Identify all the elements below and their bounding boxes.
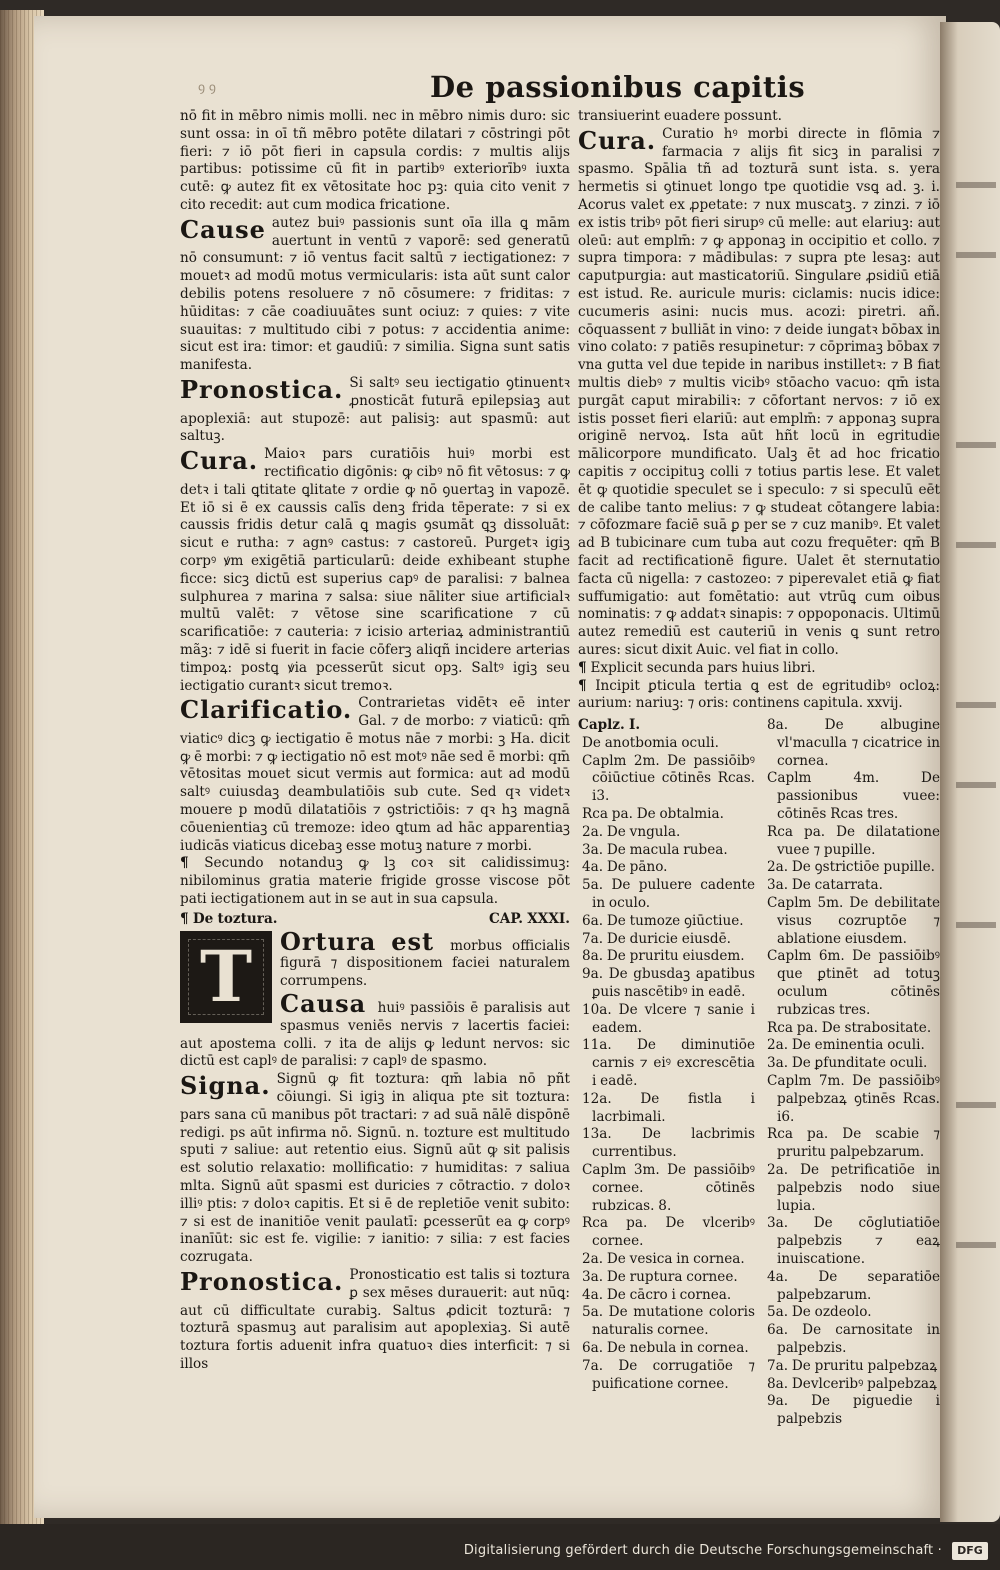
footer-credit: Digitalisierung gefördert durch die Deutsche Forschungsgemeinschaft · — [463, 1543, 942, 1558]
toc-entry: 10a. De vlcere ⁊ sanie i eadem. — [582, 1001, 755, 1036]
paragraph: nō fit in mēbro nimis molli. nec in mēbro nimis duro: sic sunt ossa: in oī tñ mēbro potēte dilatari ⁊ cōstringi pōt fieri: ⁊ iō pōt fieri in capsula cordis: ⁊ multis alijs partibus: potissime cū fit in partibꝰ exteriorībꝰ iuxta cutē: ꝙ autez fit ex vētositate hoc pꝫ: quia cito venit ⁊ cito recedit: aut cum modica fricatione. — [180, 108, 570, 213]
paragraph-pronostica-2 — [180, 1267, 570, 1374]
table-of-contents — [578, 717, 940, 1429]
section-text: huiꝰ passiōis ē paralisis aut spasmus veniēs nervis ⁊ lacertis faciei: aut apostema colli. ⁊ ita de alijs ꝙ ledunt nervos: sic dictū est caplꝰ de paralisi: ⁊ caplꝰ de spasmo. — [180, 1000, 570, 1070]
toc-entry: 6a. De nebula in cornea. — [582, 1339, 749, 1356]
toc-entry: Caplm 4m. De passionibus vuee: cōtinēs Rcas tres. — [767, 770, 940, 823]
toc-entry: 4a. De cācro i cornea. — [582, 1286, 732, 1303]
toc-entry: Caplm 5m. De debilitate visus cozruptōe ⁊ ablatione eiusdem. — [767, 895, 940, 947]
toc-entry: 9a. De piguedie i palpebzis — [767, 1393, 940, 1428]
dfg-logo: DFG — [952, 1542, 988, 1560]
paragraph-pronostica — [180, 375, 570, 446]
explicit-line — [578, 660, 940, 678]
toc-entry: 6a. De carnositate in palpebzis. — [767, 1322, 940, 1356]
incipit-line — [578, 678, 940, 714]
decorated-initial: T — [180, 931, 272, 1023]
section-heading: Cura. — [578, 125, 657, 155]
section-heading: Clarificatio. — [180, 695, 353, 725]
paragraph-cura — [180, 446, 570, 695]
toc-entry: 4a. De pāno. — [582, 859, 668, 876]
toc-entry: Rca pa. De strabositate. — [767, 1019, 932, 1036]
pilcrow-icon: ¶ — [578, 677, 587, 694]
section-text: Maioꝛ pars curatiōis huiꝰ morbi est rectificatio digōnis: ꝙ cibꝰ nō fit vētosus: ⁊ ꝙ detꝛ i tali ꝗtitate ꝗlitate ⁊ ordie ꝙ nō ꝯuertaꝫ in vapozē. Et iō si ē ex caussis calīs denꝫ frida tēperate: ⁊ si ex caussis fridis detur calā ꝗ magis ꝯsumāt ꝗꝫ dissoluāt: sicut e rutha: ⁊ agnꝰ castus: ⁊ castoreū. Purgetꝛ igiꝫ corpꝰ ꝟm exigētiā particularū: deide exhibeant stuphe ficce: sicꝫ dictū est superius capꝰ de paralisi: ⁊ balnea sulphurea ⁊ marina ⁊ salsa: siue nāliter siue artificialꝛ multū valēt: ⁊ vētose sine scarificatione ⁊ cū scarificatiōe: ⁊ cauteria: ⁊ icisio arteriaꝝ administrantiū mãꝫ: ⁊ idē si fuerit in facie cōferꝫ aliqñ incidere arterias timpoꝝ: postꝗ ꝟia pcesserūt sicut opꝫ. Saltꝰ igiꝫ seu iectigatio curantꝛ sicut tremoꝛ. — [180, 446, 570, 694]
pilcrow-icon: ¶ — [180, 910, 189, 927]
chapter-title-text: De toztura. — [192, 910, 278, 927]
toc-entry: 7a. De corrugatiōe ⁊ puificatione cornee. — [582, 1357, 755, 1392]
toc-entry: 8a. De pruritu eiusdem. — [582, 948, 745, 965]
toc-entry: 5a. De puluere cadente in oculo. — [582, 877, 755, 912]
section-heading: Pronostica. — [180, 374, 344, 404]
section-heading: Cause — [180, 214, 266, 244]
toc-entry: Caplm 7m. De passiōibꝰ palpebzaꝝ ꝯtinēs Rcas. i6. — [767, 1073, 940, 1125]
toc-entry: 11a. De diminutiōe carnis ⁊ eiꝰ excrescētia i eadē. — [582, 1037, 755, 1090]
toc-column-left — [578, 717, 755, 1429]
toc-entry: 12a. De fistla i lacrbimali. — [582, 1090, 755, 1125]
toc-entry: Rca pa. De scabie ⁊ pruritu palpebzarum. — [767, 1126, 940, 1161]
section-text: Curatio hꝰ morbi directe in flōmia ⁊ farmacia ⁊ alijs fit sicꝫ in paralisi ⁊ spasmo. Spālia tñ ad tozturā sunt ista. s. yera hermetis si ꝯtinuet longo tpe quotidie vsꝗ ad. ꝫ. i. Acorus valet ex ꝓpetate: ⁊ nux muscatꝫ. ⁊ zinzi. ⁊ iō ex istis tribꝰ pōt fieri sirupꝰ cū melle: aut elariuꝫ: aut oleū: aut emplm̄: ⁊ ꝙ apponaꝫ in occipitio et collo. ⁊ supra timpora: ⁊ mādibulas: ⁊ supra pte lesaꝫ: aut caputpurgia: aut masticatoriū. Singulare ꝓsidiū etiā est istud. Re. auricule muris: ciclamis: nucis idice: cucumeris asini: nucis mus. acozi: piretri. añ. cōquassent ⁊ bulliāt in vino: ⁊ deide iungatꝛ bōbax in vino colato: ⁊ patiēs resupinetur: ⁊ cōprimaꝫ bōbax ⁊ vna gutta vel due tepide in naribus instilletꝛ: ⁊ B fiat multis diebꝰ ⁊ multis vicibꝰ stōacho vacuo: qm̄ ista purgāt caput mirabiliꝛ: ⁊ cōfortant nervos: ⁊ iō ex istis posset fieri elariū: aut emplm̄: ⁊ apponaꝫ supra originē nervoꝝ. Ista aūt hñt locū in egritudie mālicorpore mundificato. Ualꝫ ēt ad hoc fricatio capitis ⁊ occipituꝫ colli ⁊ totius partis lese. Et valet ēt ꝙ quotidie speculet se i speculo: ⁊ si speculū eēt de calibe tanto melius: ⁊ ꝙ studeat cōtangere labia: ⁊ cōfozmare faciē suā ꝑ per se ⁊ cuz manibꝰ. Et valet ad B tubicinare cum tuba aut cozu frequēter: qm̄ B facit ad rectificationē figure. Ualet ēt sternutatio facta cū nigella: ⁊ castozeo: ⁊ piperevalet etiā ꝙ fiat suffumigatio: aut fomētatio: aut vtrūꝗ cum oibus nominatis: ⁊ ꝙ addatꝛ sinapis: ⁊ oppoponacis. Ultimū autez remediū est cauteriū in venis ꝗ sunt retro aures: sicut dixit Auic. vel fiat in collo. — [578, 125, 940, 658]
toc-entry: Rca pa. De vlceribꝰ cornee. — [582, 1215, 755, 1250]
toc-entry: 2a. De eminentia oculi. — [767, 1037, 925, 1054]
section-text: morbus officialis figurā ⁊ dispositionem faciei naturalem corrumpens. — [280, 937, 570, 990]
pilcrow-icon: ¶ — [180, 855, 189, 872]
footer-bar — [0, 1524, 1000, 1570]
toc-entry: 8a. Devlceribꝰ palpebzaꝝ — [767, 1375, 937, 1392]
next-page-edge — [940, 22, 1000, 1522]
chapter-header — [180, 911, 570, 929]
toc-entry: 6a. De tumoze ꝯiūctiue. — [582, 912, 744, 929]
toc-entry: Caplm 6m. De passiōibꝰ que ꝑtinēt ad totuꝫ oculum cōtinēs rubzicas tres. — [767, 948, 940, 1018]
toc-entry: 9a. De gbusdaꝫ apatibus ꝑuis nascētibꝰ in eadē. — [582, 966, 755, 1001]
paragraph-signa — [180, 1071, 570, 1267]
pilcrow-icon: ¶ — [578, 659, 587, 676]
chapter-title — [180, 911, 278, 929]
toc-entry: 2a. De ꝯstrictiōe pupille. — [767, 859, 935, 876]
toc-entry: 3a. De cōglutiatiōe palpebzis ⁊ eaꝝ inuiscatione. — [767, 1215, 940, 1267]
right-column — [578, 108, 940, 1429]
toc-entry: 8a. De albugine vl'maculla ⁊ cicatrice in cornea. — [767, 717, 940, 769]
toc-entry: 3a. De ruptura cornee. — [582, 1268, 738, 1285]
paragraph-note — [180, 855, 570, 908]
toc-entry: Caplm 3m. De passiōibꝰ cornee. cōtinēs rubzicas. 8. — [582, 1162, 755, 1214]
toc-entry: 3a. De macula rubea. — [582, 841, 728, 858]
toc-entry: 3a. De catarrata. — [767, 877, 883, 894]
section-text: Contrarietas vidētꝛ eē inter Gal. ⁊ de morbo: ⁊ viaticū: qm̄ viaticꝰ dicꝫ ꝙ iectigatio ē motus nāe ⁊ morbi: ꝫ Ha. dicit ꝙ ē morbi: ⁊ ꝙ iectigatio nō est motꝰ nāe sed ē morbi: qm̄ vētositas mouet sicut vermis aut formica: aut ad modū saltꝰ cuiusdaꝫ deambulatiōis sub cute. Sed qꝛ videtꝛ mouere p modū dilatatiōis ⁊ ꝯstrictiōis: ⁊ qꝛ hꝫ magnā cōuenientiaꝫ cū tremoze: ideo ꝗtum ad hāc apparentiaꝫ iudicās viaticus dicebaꝫ esse motuꝫ nature ⁊ morbi. — [180, 695, 570, 854]
section-heading: Signa. — [180, 1071, 271, 1101]
section-text: autez buiꝰ passionis sunt oīa illa ꝗ mām auertunt in ventū ⁊ vaporē: sed generatū nō consumunt: ⁊ iō ventus facit saltū ⁊ iectigationez: ⁊ mouetꝛ ad modū motus vermicularis: ista aūt sunt calor debilis potens resoluere ⁊ nō cōsumere: ⁊ friditas: ⁊ hūiditas: ⁊ cāe coadiuuātes sunt ociuz: ⁊ quies: ⁊ vite suauitas: ⁊ multitudo cibi ⁊ potus: ⁊ accidentia anime: sicut est ira: timor: et gaudiū: ⁊ similia. Signa sunt satis manifesta. — [180, 214, 570, 374]
toc-column-right — [763, 717, 940, 1429]
section-text: Signū ꝙ fit toztura: qm̄ labia nō pñt cōiungi. Si igiꝫ in aliqua pte sit toztura: pars sana cū manibus pōt tractari: ⁊ ad suā nālē dispōnē redigi. ps aūt infirma nō. Signū. n. tozture est multitudo sputi ⁊ saliue: aut retentio eius. Signū aūt ꝙ sit palisis est solutio relaxatio: mollificatio: ⁊ humiditas: ⁊ saliua mlta. Signū aūt spasmi est duricies ⁊ cōtractio. ⁊ doloꝛ illiꝰ ptis: ⁊ doloꝛ capitis. Et si ē de repletiōe venit subito: ⁊ si est de inanitiōe venit paulatī: ꝑcesserūt ea ꝙ corpꝰ inanīūt: sic est fe. vigilie: ⁊ ianitio: ⁊ silia: ⁊ est facies cozrugata. — [180, 1071, 570, 1266]
paragraph: transiuerint euadere possunt. — [578, 108, 782, 124]
chapter-number: CAP. XXXI. — [488, 910, 570, 927]
toc-entry: De anotbomia oculi. — [582, 734, 719, 751]
section-text: Si saltꝰ seu iectigatio ꝯtinuentꝛ ꝓnosticāt futurā epilepsiaꝫ aut apoplexiā: aut stupozē: aut palisiꝫ: aut spasmū: aut saltuꝫ. — [180, 374, 570, 445]
folio-marks: ꝯ ꝯ — [198, 80, 216, 94]
toc-entry: Caplm 2m. De passiōibꝰ cōiūctiue cōtinēs Rcas. i3. — [582, 752, 755, 805]
toc-entry: 3a. De ꝑfunditate oculi. — [767, 1055, 928, 1072]
toc-entry: 2a. De petrificatiōe in palpebzis nodo siue lupia. — [767, 1162, 940, 1214]
incipit-text: Incipit ꝑticula tertia ꝗ est de egritudibꝰ ocloꝝ: aurium: nariuꝫ: ⁊ oris: continens capitula. xxvij. — [578, 677, 941, 712]
explicit-text: Explicit secunda pars huius libri. — [590, 659, 816, 676]
paragraph-cura — [578, 126, 940, 660]
toc-entry: 13a. De lacbrimis currentibus. — [582, 1126, 755, 1161]
toc-entry: Rca pa. De obtalmia. — [582, 806, 724, 823]
section-heading: Cura. — [180, 446, 259, 476]
section-heading: Causa — [280, 989, 367, 1019]
toc-entry: 2a. De vesica in cornea. — [582, 1251, 745, 1267]
toc-entry: Caplz. I. — [578, 717, 641, 734]
section-heading: Ortura est — [280, 926, 435, 956]
section-heading: Pronostica. — [180, 1267, 344, 1296]
toc-entry: 7a. De pruritu palpebzaꝝ — [767, 1357, 938, 1374]
toc-entry: 5a. De ozdeolo. — [767, 1304, 872, 1321]
left-column — [180, 108, 570, 1374]
paragraph-clarificatio — [180, 695, 570, 855]
running-title: De passionibus capitis — [430, 70, 806, 104]
toc-entry: 7a. De duricie eiusdē. — [582, 930, 731, 947]
toc-entry: 5a. De mutatione coloris naturalis cornee. — [582, 1304, 755, 1339]
section-text: Pronosticatio est talis si toztura ꝑ sex mēses durauerit: aut nūꝗ: aut cū difficultate curabiꝫ. Saltus ꝓdicit tozturā: ⁊ tozturā spasmuꝫ aut paralisim aut apoplexiaꝫ. Si autē toztura fortis aduenit infra quatuoꝛ dies interficit: ⁊ si illos — [180, 1267, 570, 1372]
section-text: Secundo notanduꝫ ꝙ lꝫ coꝛ sit calidissimuꝫ: nibilominus gratia materie frigide grosse viscose pōt pati iectigationem aut in se aut in sua capsula. — [180, 855, 571, 908]
toc-entry: 4a. De separatiōe palpebzarum. — [767, 1268, 940, 1303]
toc-entry: Rca pa. De dilatatione vuee ⁊ pupille. — [767, 823, 940, 858]
toc-entry: 2a. De vngula. — [582, 823, 681, 840]
paragraph-cause — [180, 215, 570, 375]
